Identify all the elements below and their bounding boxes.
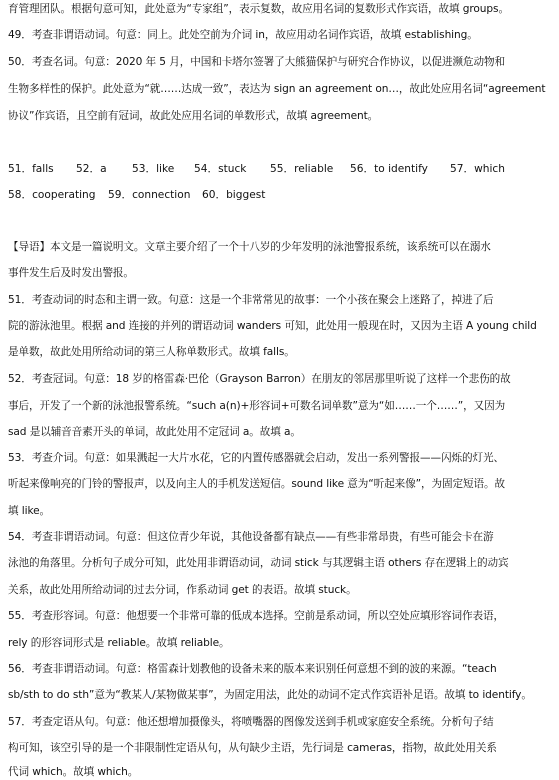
answer-item: 54．stuck: [194, 163, 247, 175]
answer-item: 58．cooperating: [8, 189, 96, 201]
text-line: 事后，开发了一个新的泳池报警系统。“such a(n)+形容词+可数名词单数”意为“如……一个……”，又因为: [8, 400, 506, 412]
answer-item: 52．a: [76, 163, 107, 175]
text-line: 51．考查动词的时态和主谓一致。句意：这是一个非常常见的故事：一个小孩在聚会上迷路了，掉进了后: [8, 294, 494, 306]
text-line: 代词 which。故填 which。: [8, 766, 139, 778]
text-line: sad 是以辅音音素开头的单词，故此处用不定冠词 a。故填 a。: [8, 426, 301, 438]
text-line: 听起来像响亮的门铃的警报声，以及向主人的手机发送短信。sound like 意为“听起来像”，为固定短语。故: [8, 478, 505, 490]
text-line: 协议”作宾语，且空前有冠词，故此处应用名词的单数形式，故填 agreement。: [8, 110, 379, 122]
answer-item: 53．like: [132, 163, 175, 175]
answer-row-1: [8, 163, 553, 176]
text-line: 填 like。: [8, 505, 51, 517]
answer-item: 57．which: [450, 163, 505, 175]
text-line: 事件发生后及时发出警报。: [8, 267, 134, 279]
text-line: sb/sth to do sth”意为“教某人/某物做某事”，为固定用法，此处的动词不定式作宾语补足语。故填 to identify。: [8, 689, 532, 701]
text-line: rely 的形容词形式是 reliable。故填 reliable。: [8, 637, 230, 649]
text-line: 院的游泳池里。根据 and 连接的并列的谓语动词 wanders 可知，此处用一般现在时，又因为主语 A young child: [8, 320, 537, 332]
answer-item: 60．biggest: [202, 189, 266, 201]
text-line: 生物多样性的保护。此处意为“就……达成一致”，表达为 sign an agreement on…，故此处应用名词“agreement: [8, 83, 546, 95]
text-line: 育管理团队。根据句意可知，此处意为“专家组”，表示复数，故应用名词的复数形式作宾语，故填 groups。: [8, 3, 509, 15]
text-line: 关系，故此处用所给动词的过去分词，作系动词 get 的表语。故填 stuck。: [8, 584, 357, 596]
text-line: 52．考查冠词。句意：18 岁的格雷森·巴伦（Grayson Barron）在朋友的邻居那里听说了这样一个悲伤的故: [8, 373, 511, 385]
text-line: 54．考查非谓语动词。句意：但这位青少年说，其他设备都有缺点——有些非常昂贵，有些可能会卡在游: [8, 531, 494, 543]
text-line: 是单数，故此处用所给动词的第三人称单数形式。故填 falls。: [8, 346, 295, 358]
text-line: 56．考查非谓语动词。句意：格雷森计划教他的设备未来的版本来识别任何意想不到的波的来源。“teach: [8, 663, 497, 675]
text-line: 49．考查非谓语动词。句意：同上。此处空前为介词 in，故应用动名词作宾语，故填 establishing。: [8, 29, 478, 41]
text-line: 构可知，该空引导的是一个非限制性定语从句，从句缺少主语，先行词是 cameras，指物，故此处用关系: [8, 742, 497, 754]
text-line: 泳池的角落里。分析句子成分可知，此处用非谓语动词，动词 stick 与其逻辑主语 others 存在逻辑上的动宾: [8, 557, 509, 569]
answer-item: 56．to identify: [350, 163, 428, 175]
text-line: 53．考查介词。句意：如果溅起一大片水花，它的内置传感器就会启动，发出一系列警报——闪烁的灯光、: [8, 452, 504, 464]
text-line: 55．考查形容词。句意：他想要一个非常可靠的低成本选择。空前是系动词，所以空处应填形容词作表语，: [8, 610, 504, 622]
text-line: 【导语】本文是一篇说明文。文章主要介绍了一个十八岁的少年发明的泳池警报系统，该系统可以在溺水: [8, 241, 491, 253]
answer-item: 59．connection: [108, 189, 191, 201]
answer-item: 51．falls: [8, 163, 54, 175]
answer-row-2: [8, 189, 553, 202]
text-line: 50．考查名词。句意：2020 年 5 月，中国和卡塔尔签署了大熊猫保护与研究合作协议，以促进濒危动物和: [8, 56, 506, 68]
text-line: 57．考查定语从句。句意：他还想增加摄像头，将喷嘴器的图像发送到手机或家庭安全系统。分析句子结: [8, 716, 494, 728]
answer-item: 55．reliable: [270, 163, 334, 175]
